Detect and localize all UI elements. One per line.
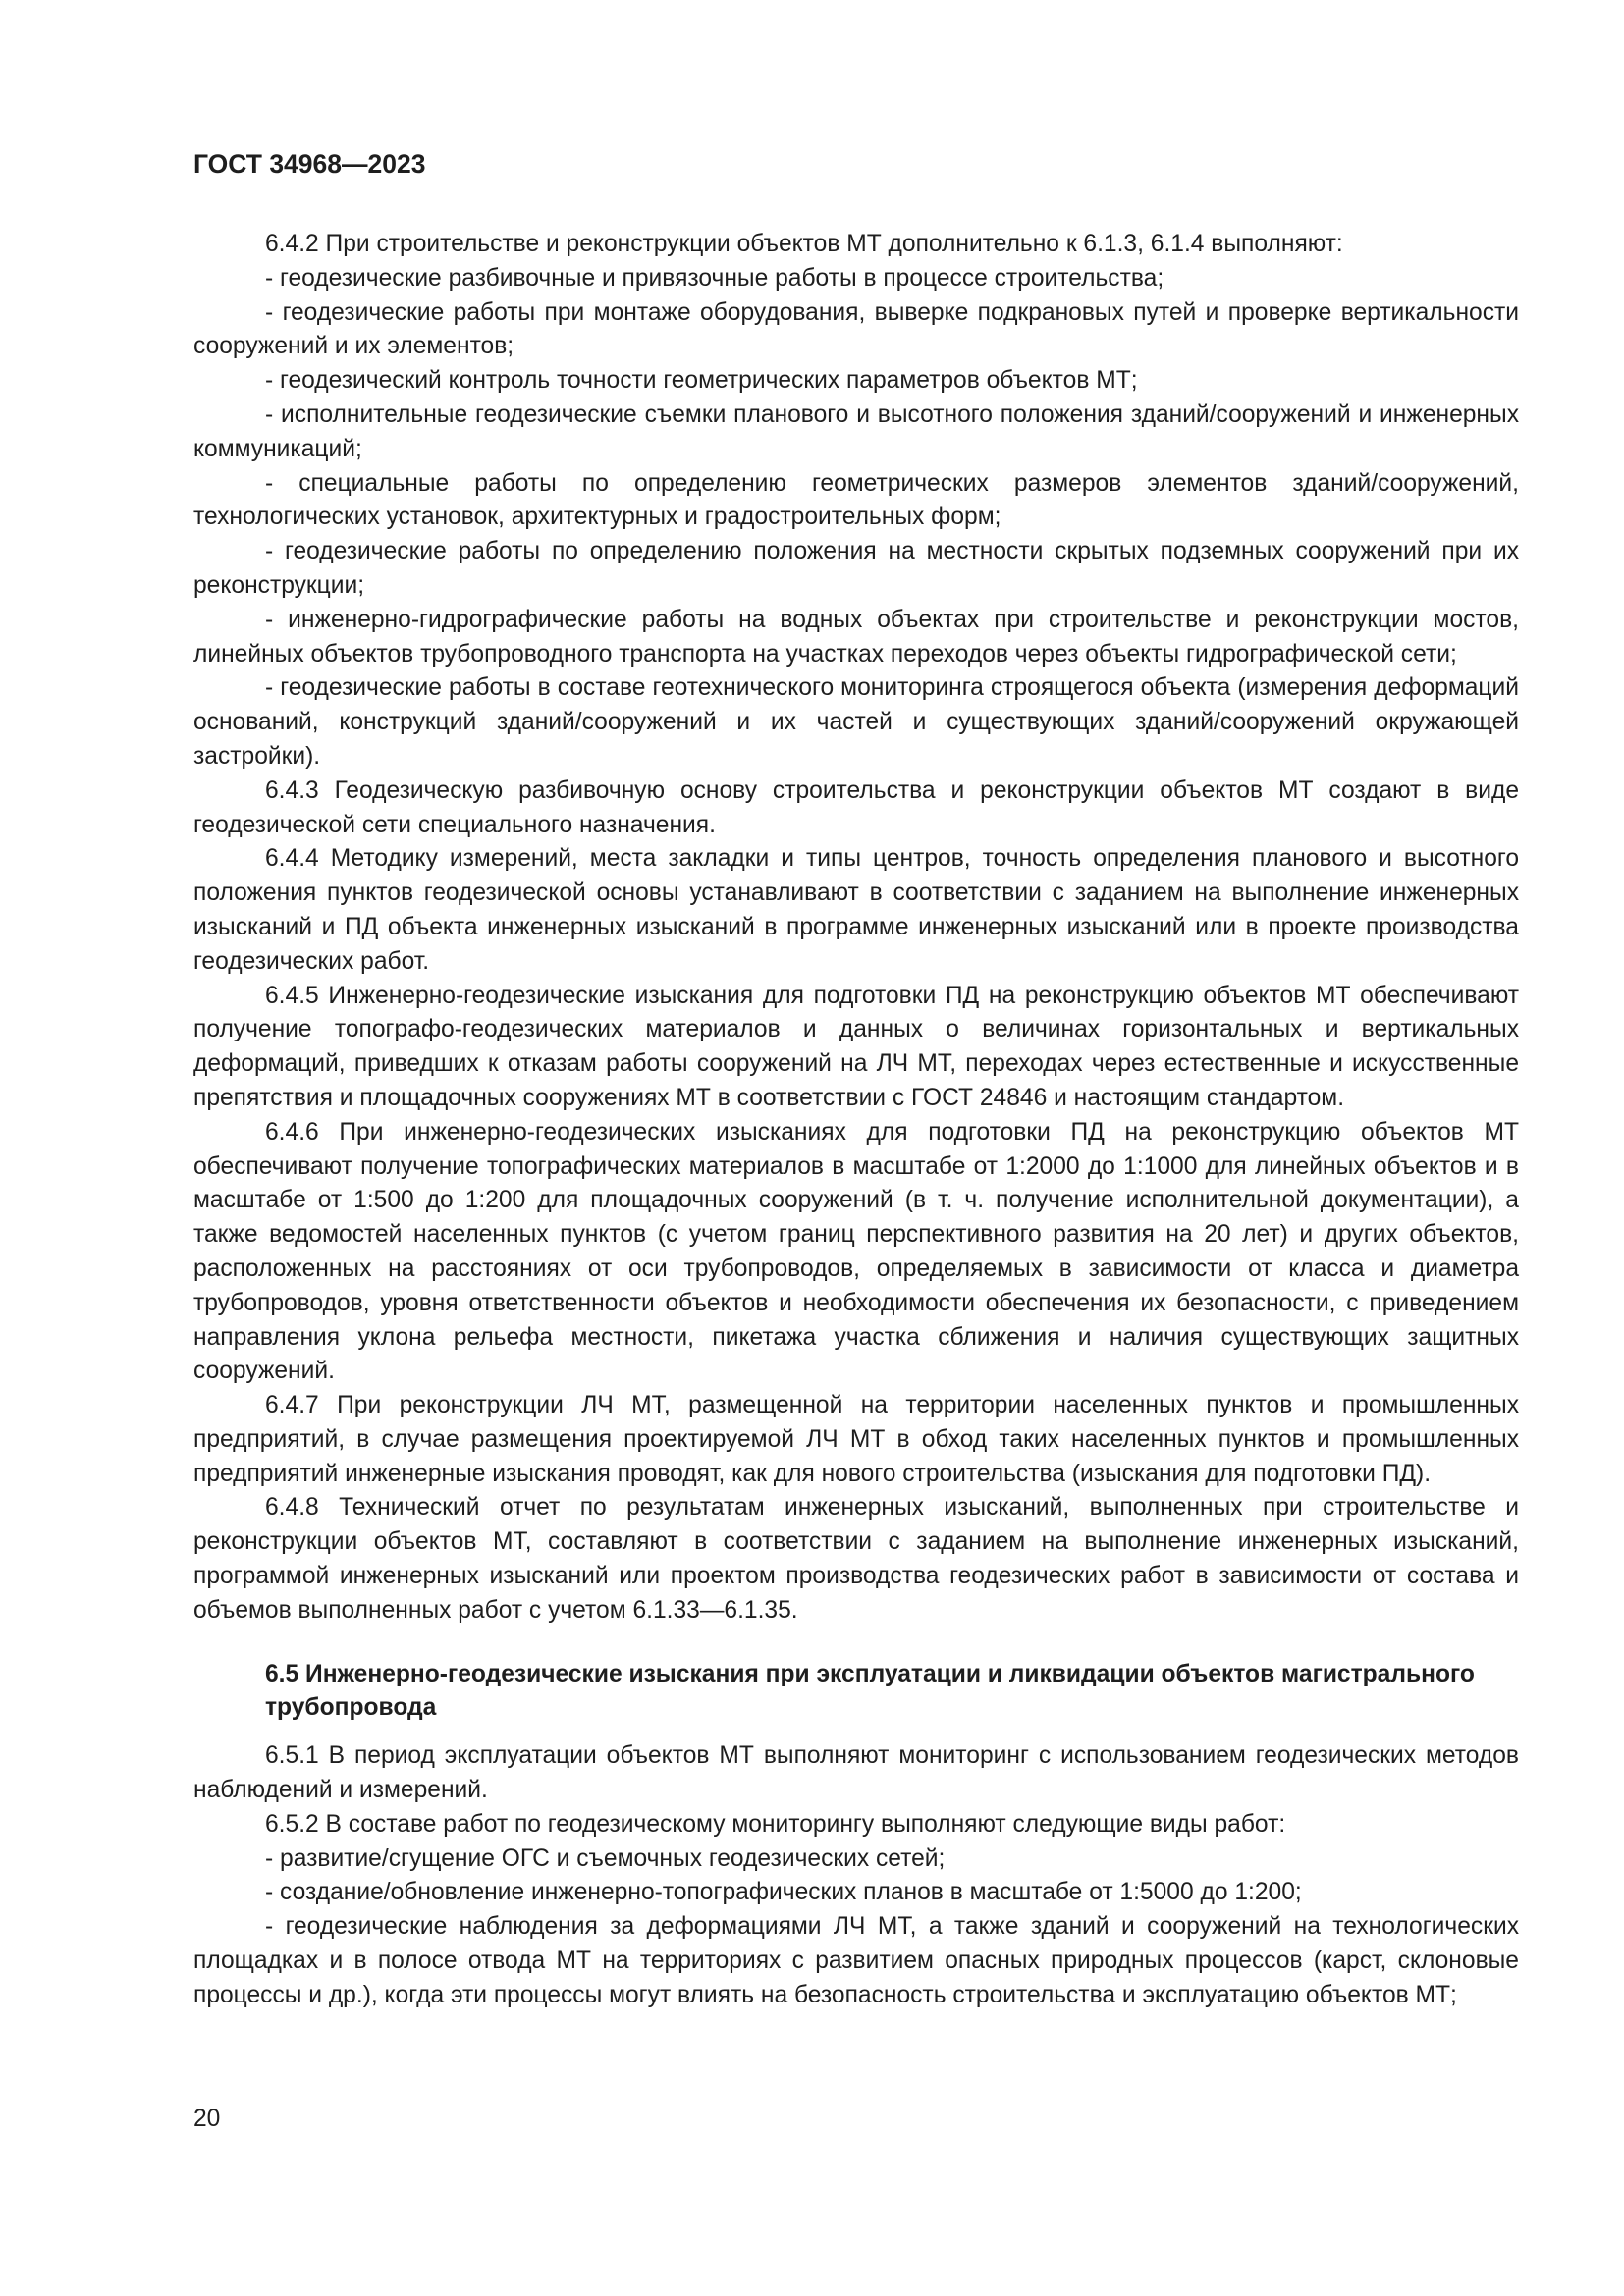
section-heading-6-5: 6.5 Инженерно-геодезические изыскания при эксплуатации и ликвидации объектов магистрального трубопровода: [265, 1660, 1475, 1722]
list-item: - специальные работы по определению геометрических размеров элементов зданий/сооружений, технологических установок, архитектурных и градостроительных форм;: [193, 469, 1519, 531]
list-item: - геодезические работы в составе геотехнического мониторинга строящегося объекта (измерения деформаций оснований, конструкций зданий/сооружений и их частей и существующих зданий/сооружений окружающей застройки).: [193, 674, 1519, 770]
paragraph-6-4-4: 6.4.4 Методику измерений, места закладки и типы центров, точность определения планового и высотного положения пунктов геодезической основы устанавливают в соответствии с заданием на выполнение инженерных изысканий и ПД объекта инженерных изысканий в программе инженерных изысканий или в проекте производства геодезических работ.: [193, 845, 1519, 975]
paragraph-6-5-2: 6.5.2 В составе работ по геодезическому мониторингу выполняют следующие виды работ:: [265, 1810, 1286, 1838]
page-number: 20: [193, 2106, 221, 2132]
paragraph-6-4-3: 6.4.3 Геодезическую разбивочную основу строительства и реконструкции объектов МТ создают в виде геодезической сети специального назначения.: [193, 776, 1519, 838]
paragraph-6-4-2: 6.4.2 При строительстве и реконструкции объектов МТ дополнительно к 6.1.3, 6.1.4 выполняют:: [265, 231, 1343, 257]
paragraph-6-5-1: 6.5.1 В период эксплуатации объектов МТ выполняют мониторинг с использованием геодезических методов наблюдений и измерений.: [193, 1742, 1519, 1804]
paragraph-6-4-7: 6.4.7 При реконструкции ЛЧ МТ, размещенной на территории населенных пунктов и промышленных предприятий, в случае размещения проектируемой ЛЧ МТ в обход таких населенных пунктов и промышленных предприятий инженерные изыскания проводят, как для нового строительства (изыскания для подготовки ПД).: [193, 1392, 1519, 1487]
list-item: - исполнительные геодезические съемки планового и высотного положения зданий/сооружений и инженерных коммуникаций;: [193, 400, 1519, 462]
list-item: - создание/обновление инженерно-топографических планов в масштабе от 1:5000 до 1:200;: [265, 1879, 1302, 1906]
document-page: [193, 147, 1519, 2013]
list-item: - геодезические разбивочные и привязочные работы в процессе строительства;: [265, 264, 1164, 292]
list-item: - геодезические работы по определению положения на местности скрытых подземных сооружений при их реконструкции;: [193, 538, 1519, 599]
document-header: ГОСТ 34968—2023: [193, 149, 426, 179]
list-item: - геодезический контроль точности геометрических параметров объектов МТ;: [265, 367, 1138, 395]
paragraph-6-4-8: 6.4.8 Технический отчет по результатам инженерных изысканий, выполненных при строительстве и реконструкции объектов МТ, составляют в соответствии с заданием на выполнение инженерных изысканий, программой инженерных изысканий или проектом производства геодезических работ в зависимости от состава и объемов выполненных работ с учетом 6.1.33—6.1.35.: [193, 1494, 1519, 1624]
list-item: - развитие/сгущение ОГС и съемочных геодезических сетей;: [265, 1844, 946, 1872]
paragraph-6-4-5: 6.4.5 Инженерно-геодезические изыскания для подготовки ПД на реконструкцию объектов МТ обеспечивают получение топографо-геодезических материалов и данных о величинах горизонтальных и вертикальных деформаций, приведших к отказам работы сооружений на ЛЧ МТ, переходах через естественные и искусственные препятствия и площадочных сооружениях МТ в соответствии с ГОСТ 24846 и настоящим стандартом.: [193, 982, 1519, 1111]
paragraph-6-4-6: 6.4.6 При инженерно-геодезических изысканиях для подготовки ПД на реконструкцию объектов МТ обеспечивают получение топографических материалов в масштабе от 1:2000 до 1:1000 для линейных объектов и в масштабе от 1:500 до 1:200 для площадочных сооружений (в т. ч. получение исполнительной документации), а также ведомостей населенных пунктов (с учетом границ перспективного развития на 20 лет) и других объектов, расположенных на расстояниях от оси трубопроводов, определяемых в зависимости от класса и диаметра трубопроводов, уровня ответственности объектов и необходимости обеспечения их безопасности, с приведением направления уклона рельефа местности, пикетажа участка сближения и наличия существующих защитных сооружений.: [193, 1118, 1519, 1385]
list-item: - инженерно-гидрографические работы на водных объектах при строительстве и реконструкции мостов, линейных объектов трубопроводного транспорта на участках переходов через объекты гидрографической сети;: [193, 606, 1519, 667]
list-item: - геодезические работы при монтаже оборудования, выверке подкрановых путей и проверке вертикальности сооружений и их элементов;: [193, 298, 1519, 360]
list-item: - геодезические наблюдения за деформациями ЛЧ МТ, а также зданий и сооружений на технологических площадках и в полосе отвода МТ на территориях с развитием опасных природных процессов (карст, склоновые процессы и др.), когда эти процессы могут влиять на безопасность строительства и эксплуатацию объектов МТ;: [193, 1913, 1519, 2008]
